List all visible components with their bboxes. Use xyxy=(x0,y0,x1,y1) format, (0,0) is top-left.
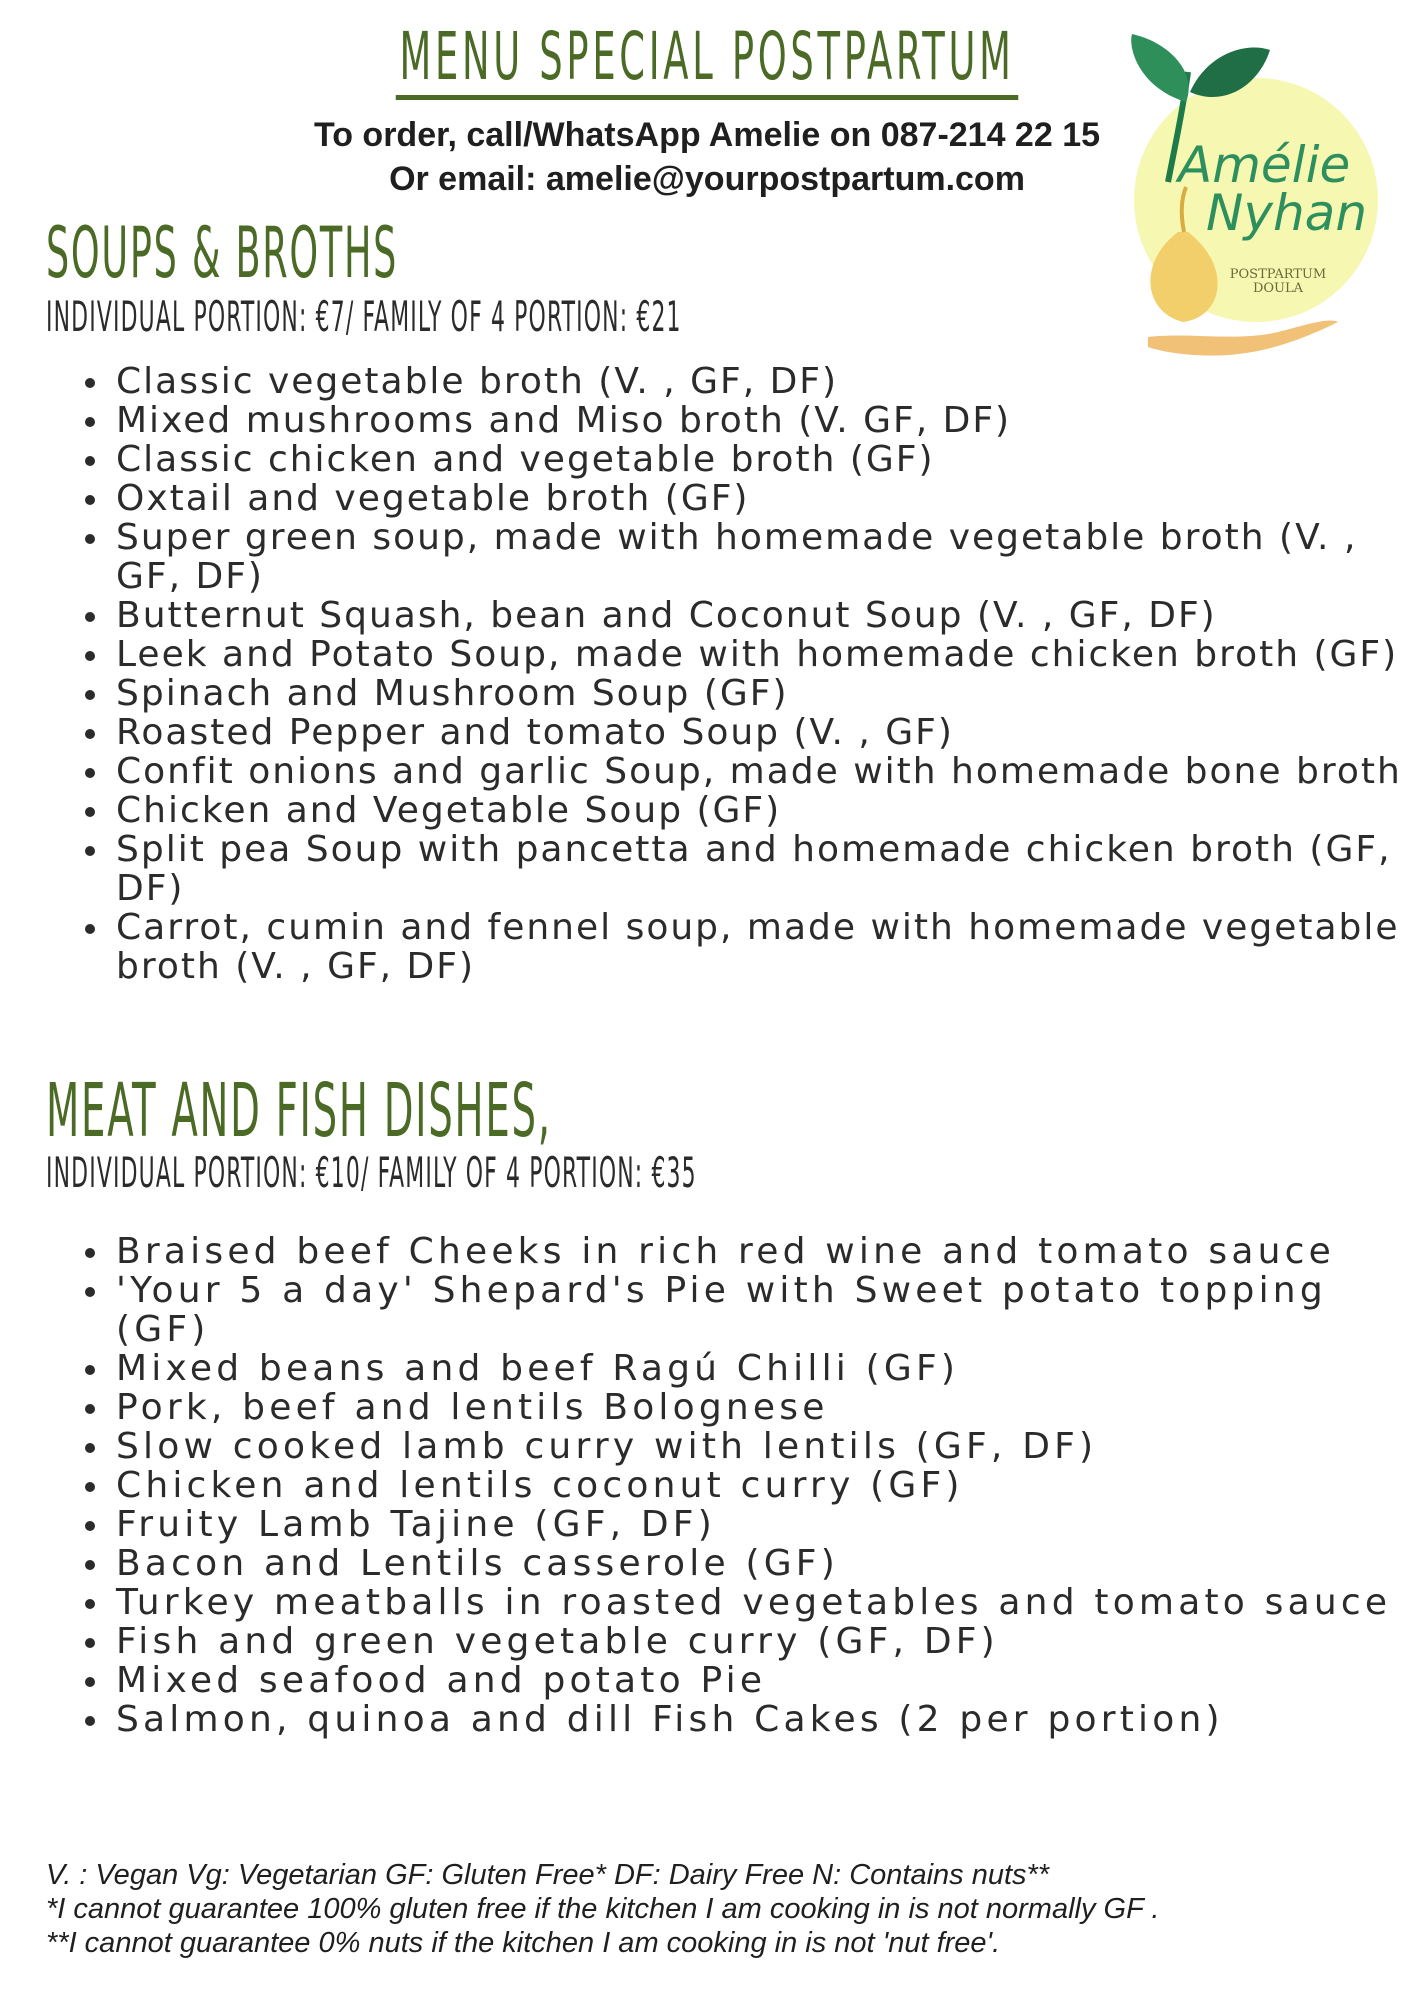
logo xyxy=(1128,32,1388,372)
list-item: • Oxtail and vegetable broth (GF) xyxy=(112,479,1414,518)
list-item: • Chicken and lentils coconut curry (GF) xyxy=(112,1466,1414,1505)
contact-phone: To order, call/WhatsApp Amelie on 087-214 22 15 xyxy=(313,116,1101,154)
list-item: • Pork, beef and lentils Bolognese xyxy=(112,1388,1414,1427)
legend-line-1: V. : Vegan Vg: Vegetarian GF: Gluten Free* DF: Dairy Free N: Contains nuts** xyxy=(46,1859,1050,1891)
logo-sub-line1: POSTPARTUM xyxy=(1229,267,1327,282)
menu-title: MENU SPECIAL POSTPARTUM xyxy=(396,22,1019,100)
list-item: • Confit onions and garlic Soup, made with homemade bone broth xyxy=(112,752,1414,791)
list-item: • Super green soup, made with homemade vegetable broth (V. , GF, DF) xyxy=(112,518,1414,596)
list-item: • Carrot, cumin and fennel soup, made with homemade vegetable broth (V. , GF, DF) xyxy=(112,908,1414,986)
hand-icon xyxy=(1148,321,1338,356)
list-item: • 'Your 5 a day' Shepard's Pie with Sweet potato topping (GF) xyxy=(112,1271,1414,1349)
list-item: • Fish and green vegetable curry (GF, DF) xyxy=(112,1622,1414,1661)
meat-list xyxy=(72,1232,1414,1739)
list-item: • Spinach and Mushroom Soup (GF) xyxy=(112,674,1414,713)
list-item: • Roasted Pepper and tomato Soup (V. , GF) xyxy=(112,713,1414,752)
list-item: • Fruity Lamb Tajine (GF, DF) xyxy=(112,1505,1414,1544)
list-item: • Mixed beans and beef Ragú Chilli (GF) xyxy=(112,1349,1414,1388)
legend-line-2: *I cannot guarantee 100% gluten free if the kitchen I am cooking in is not normally GF . xyxy=(46,1893,1160,1925)
meat-price: INDIVIDUAL PORTION: €10/ FAMILY OF 4 PORTION: €35 xyxy=(46,1148,697,1197)
logo-name-line2: Nyhan xyxy=(1206,184,1368,242)
list-item: • Classic chicken and vegetable broth (GF) xyxy=(112,440,1414,479)
logo-sub-line2: DOULA xyxy=(1252,281,1304,296)
soups-price: INDIVIDUAL PORTION: €7/ FAMILY OF 4 PORTION: €21 xyxy=(46,292,682,341)
list-item: • Leek and Potato Soup, made with homemade chicken broth (GF) xyxy=(112,635,1414,674)
leaf-icon xyxy=(1131,34,1188,102)
list-item: • Salmon, quinoa and dill Fish Cakes (2 per portion) xyxy=(112,1700,1414,1739)
list-item: • Chicken and Vegetable Soup (GF) xyxy=(112,791,1414,830)
list-item: • Braised beef Cheeks in rich red wine and tomato sauce xyxy=(112,1232,1414,1271)
list-item: • Turkey meatballs in roasted vegetables and tomato sauce xyxy=(112,1583,1414,1622)
meat-section-title: MEAT AND FISH DISHES, xyxy=(46,1068,552,1154)
list-item: • Bacon and Lentils casserole (GF) xyxy=(112,1544,1414,1583)
list-item: • Butternut Squash, bean and Coconut Soup (V. , GF, DF) xyxy=(112,596,1414,635)
legend-line-3: **I cannot guarantee 0% nuts if the kitchen I am cooking in is not 'nut free'. xyxy=(46,1927,1001,1959)
logo-name-line1: Amélie xyxy=(1178,136,1351,194)
soups-section-title: SOUPS & BROTHS xyxy=(46,212,399,294)
list-item: • Split pea Soup with pancetta and homemade chicken broth (GF, DF) xyxy=(112,830,1414,908)
soups-list xyxy=(72,362,1414,986)
legend xyxy=(46,1858,1386,1960)
list-item: • Mixed seafood and potato Pie xyxy=(112,1661,1414,1700)
list-item: • Mixed mushrooms and Miso broth (V. GF, DF) xyxy=(112,401,1414,440)
list-item: • Classic vegetable broth (V. , GF, DF) xyxy=(112,362,1414,401)
contact-email: Or email: amelie@yourpostpartum.com xyxy=(389,160,1025,198)
list-item: • Slow cooked lamb curry with lentils (GF, DF) xyxy=(112,1427,1414,1466)
